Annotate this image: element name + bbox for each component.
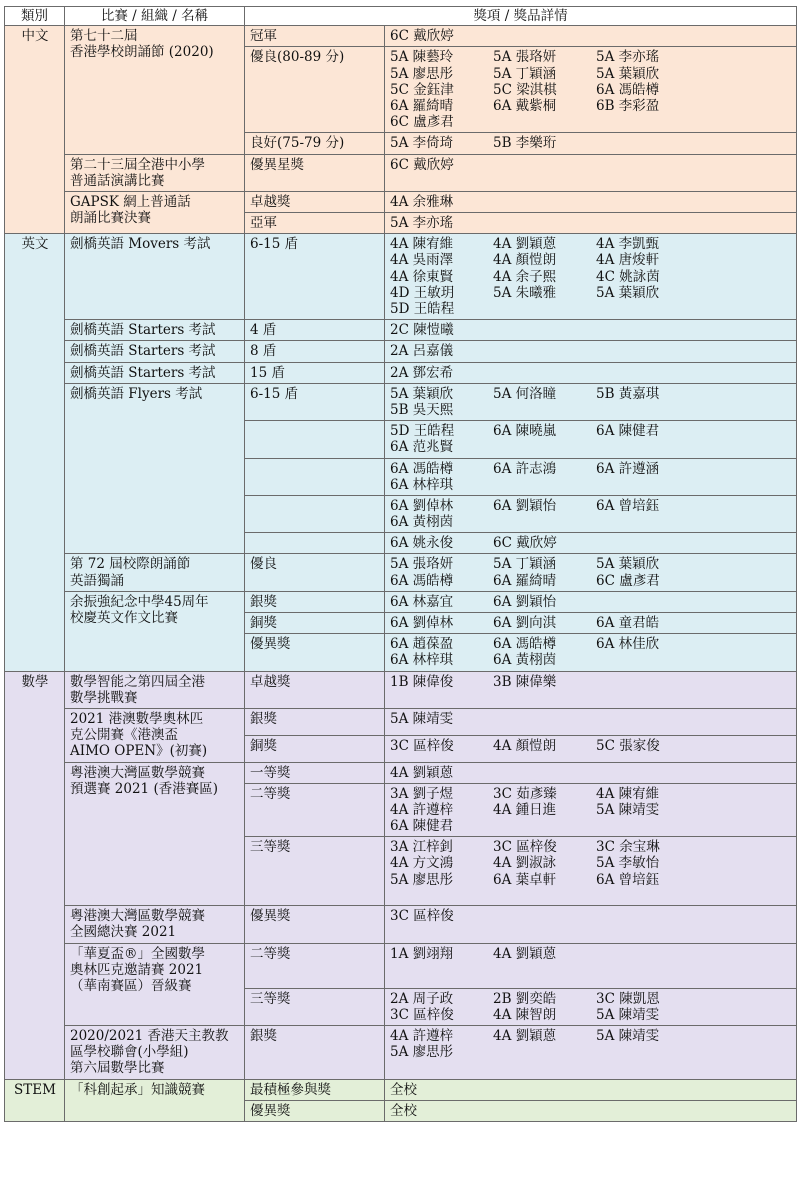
table-row — [5, 1026, 797, 1080]
award-name: 二等獎 — [245, 943, 385, 988]
winners-cell — [385, 234, 797, 320]
winner-name: 6C 戴欣婷 — [390, 156, 454, 173]
winner-list — [390, 386, 792, 418]
winner-list — [390, 674, 792, 690]
competition-name: 第二十三屆全港中小學 普通話演講比賽 — [65, 154, 245, 191]
winner-name: 5A 廖思彤 — [390, 1044, 454, 1061]
winner-list — [390, 738, 792, 754]
winner-list — [390, 1028, 792, 1060]
winners-cell — [385, 671, 797, 708]
winner-name: 6A 曾培鈺 — [596, 871, 660, 888]
table-row — [5, 362, 797, 383]
winner-list — [390, 594, 792, 610]
winner-list — [390, 765, 792, 781]
award-name: 冠軍 — [245, 26, 385, 47]
winners-cell — [385, 1026, 797, 1080]
winner-name: 3C 余宝琳 — [596, 839, 660, 856]
winner-name: 3C 茹彥臻 — [493, 785, 557, 802]
winner-list — [390, 786, 792, 835]
competition-name: 劍橋英語 Starters 考試 — [65, 341, 245, 362]
winners-cell — [385, 1100, 797, 1121]
winner-name: 6A 馮皓樽 — [596, 81, 660, 98]
winner-name: 5A 葉穎欣 — [596, 556, 660, 573]
award-name: 卓越獎 — [245, 671, 385, 708]
table-row — [5, 762, 797, 783]
winner-name: 4A 陳宥維 — [596, 785, 660, 802]
winner-list — [390, 535, 792, 551]
competition-name: 劍橋英語 Flyers 考試 — [65, 383, 245, 554]
winner-name: 4A 劉穎蒽 — [493, 945, 557, 962]
award-name — [245, 458, 385, 495]
award-name: 銀獎 — [245, 1026, 385, 1080]
winner-name: 2A 鄧宏希 — [390, 364, 454, 381]
winner-name: 3C 區梓俊 — [390, 1006, 454, 1023]
winner-name: 6A 范兆賢 — [390, 439, 454, 456]
award-name: 卓越獎 — [245, 191, 385, 212]
table-row — [5, 554, 797, 591]
winner-name: 4A 李凱甄 — [596, 236, 660, 253]
winners-cell — [385, 191, 797, 212]
winner-name: 5A 廖思彤 — [390, 871, 454, 888]
winners-cell — [385, 26, 797, 47]
award-name: 銀獎 — [245, 591, 385, 612]
winner-name: 4A 陳智朗 — [493, 1006, 557, 1023]
award-name: 15 盾 — [245, 362, 385, 383]
winner-name: 6A 馮皓樽 — [390, 572, 454, 589]
competition-name: 余振強紀念中學45周年 校慶英文作文比賽 — [65, 591, 245, 671]
winner-name: 5C 梁淇棋 — [493, 81, 557, 98]
winner-name: 5A 張珞妍 — [390, 556, 454, 573]
winner-name: 5C 張家俊 — [596, 737, 660, 754]
table-row — [5, 154, 797, 191]
winner-list — [390, 556, 792, 588]
winner-name: 2C 陳愷曦 — [390, 322, 454, 339]
winner-name: 6A 劉穎怡 — [493, 593, 557, 610]
winner-name: 5A 丁穎涵 — [493, 65, 557, 82]
winner-name: 5A 何洛瞳 — [493, 385, 557, 402]
award-name: 優良 — [245, 554, 385, 591]
competition-name: GAPSK 網上普通話 朗誦比賽決賽 — [65, 191, 245, 233]
winner-list — [390, 461, 792, 493]
winner-name: 3B 陳偉樂 — [493, 673, 557, 690]
winner-name: 6A 馮皓樽 — [493, 636, 557, 653]
winner-name: 5A 李亦瑤 — [390, 215, 454, 232]
table-row — [5, 708, 797, 735]
winner-list — [390, 365, 792, 381]
winners-cell — [385, 783, 797, 837]
winner-name: 6C 戴欣婷 — [493, 535, 557, 552]
winner-list — [390, 711, 792, 727]
winner-name: 全校 — [390, 1081, 417, 1098]
competition-name: 數學智能之第四屆全港 數學挑戰賽 — [65, 671, 245, 708]
winner-name: 6A 曾培鈺 — [596, 497, 660, 514]
table-row — [5, 591, 797, 612]
winner-name: 6A 陳健君 — [596, 423, 660, 440]
winner-name: 4A 劉穎蒽 — [390, 764, 454, 781]
header-category: 類別 — [5, 7, 65, 26]
winner-name: 4A 顏愷朗 — [493, 737, 557, 754]
award-name: 亞軍 — [245, 213, 385, 234]
table-row — [5, 234, 797, 320]
table-row — [5, 906, 797, 943]
winners-cell — [385, 762, 797, 783]
winner-list — [390, 615, 792, 631]
winners-cell — [385, 362, 797, 383]
winner-name: 5A 丁穎涵 — [493, 556, 557, 573]
winners-cell — [385, 213, 797, 234]
winners-cell — [385, 421, 797, 458]
award-name: 最積極參與獎 — [245, 1079, 385, 1100]
winners-cell — [385, 133, 797, 154]
table-header-row — [5, 7, 797, 26]
winner-name: 5B 黃嘉琪 — [596, 385, 660, 402]
winner-list — [390, 157, 792, 173]
winner-name: 2A 呂嘉儀 — [390, 343, 454, 360]
winner-name: 6A 林佳欣 — [596, 636, 660, 653]
award-name: 三等獎 — [245, 988, 385, 1025]
competition-name: 劍橋英語 Movers 考試 — [65, 234, 245, 320]
winner-name: 5C 金鈺津 — [390, 81, 454, 98]
award-name — [245, 495, 385, 532]
winner-name: 4A 陳宥維 — [390, 236, 454, 253]
winner-name: 2A 周子政 — [390, 990, 454, 1007]
winner-name: 5D 王皓程 — [390, 423, 455, 440]
winner-name: 6A 羅綺晴 — [390, 97, 454, 114]
award-name: 6-15 盾 — [245, 383, 385, 420]
winner-name: 6A 黃栩茵 — [390, 514, 454, 531]
winners-cell — [385, 495, 797, 532]
winners-cell — [385, 591, 797, 612]
winner-name: 4A 余雅琳 — [390, 193, 454, 210]
winner-list — [390, 215, 792, 231]
table-row — [5, 341, 797, 362]
winner-name: 5A 陳靖雯 — [390, 710, 454, 727]
winners-cell — [385, 837, 797, 906]
winner-list — [390, 946, 792, 962]
competition-name: 劍橋英語 Starters 考試 — [65, 320, 245, 341]
winner-name: 3A 江梓釗 — [390, 839, 454, 856]
winner-list — [390, 194, 792, 210]
winner-name: 5B 李樂珩 — [493, 135, 557, 152]
winner-name: 4A 許遵梓 — [390, 1028, 454, 1044]
winner-name: 6A 趙葆盈 — [390, 636, 454, 653]
winner-list — [390, 322, 792, 338]
winners-cell — [385, 47, 797, 133]
competition-name: 粵港澳大灣區數學競賽 預選賽 2021 (香港賽區) — [65, 762, 245, 906]
winner-name: 6A 劉向淇 — [493, 615, 557, 631]
winner-name: 6A 劉穎怡 — [493, 497, 557, 514]
winner-name: 6C 盧彥君 — [596, 572, 660, 589]
winner-name: 5A 陳靖雯 — [596, 801, 660, 818]
competition-name: 「華夏盃®」全國數學 奧林匹克邀請賽 2021 （華南賽區）晉級賽 — [65, 943, 245, 1025]
winner-name: 4A 許遵梓 — [390, 801, 454, 818]
winner-name: 5D 王皓程 — [390, 301, 455, 317]
winner-name: 5A 李敏怡 — [596, 855, 660, 872]
winner-name: 3C 區梓俊 — [390, 908, 454, 925]
winner-name: 1A 劉翊翔 — [390, 945, 454, 962]
category-chinese: 中文 — [5, 26, 65, 234]
winner-name: 4A 方文鴻 — [390, 855, 454, 872]
award-name: 優異獎 — [245, 634, 385, 671]
winner-name: 4D 王敏玥 — [390, 284, 455, 301]
winner-name: 5A 陳藝玲 — [390, 49, 454, 66]
award-name: 優異星獎 — [245, 154, 385, 191]
winners-cell — [385, 988, 797, 1025]
winner-list — [390, 423, 792, 455]
winner-name: 6A 劉倬林 — [390, 615, 454, 631]
winner-name: 6A 戴紫桐 — [493, 97, 557, 114]
winners-cell — [385, 735, 797, 762]
award-name: 優良(80-89 分) — [245, 47, 385, 133]
winner-list — [390, 28, 792, 44]
table-row — [5, 383, 797, 420]
winner-name: 3C 區梓俊 — [493, 839, 557, 856]
winner-list — [390, 839, 792, 888]
winner-list — [390, 498, 792, 530]
winner-name: 5A 葉穎欣 — [390, 385, 454, 402]
winners-cell — [385, 320, 797, 341]
award-name: 銅獎 — [245, 613, 385, 634]
winner-name: 5A 李倚琦 — [390, 135, 454, 152]
table-row — [5, 191, 797, 212]
header-award-details: 獎項 / 獎品詳情 — [245, 7, 797, 26]
award-name: 三等獎 — [245, 837, 385, 906]
award-name: 優異獎 — [245, 1100, 385, 1121]
winner-name: 6A 馮皓樽 — [390, 460, 454, 477]
winner-list — [390, 135, 792, 151]
table-row — [5, 671, 797, 708]
category-math: 數學 — [5, 671, 65, 1079]
table-body — [5, 26, 797, 1122]
header-competition: 比賽 / 組織 / 名稱 — [65, 7, 245, 26]
winners-cell — [385, 613, 797, 634]
winner-name: 6A 陳健君 — [390, 818, 454, 835]
category-english: 英文 — [5, 234, 65, 671]
award-name: 8 盾 — [245, 341, 385, 362]
winners-cell — [385, 708, 797, 735]
winner-name: 4A 顏愷朗 — [493, 252, 557, 269]
winner-name: 4A 余子熙 — [493, 268, 557, 285]
winner-name: 4A 劉穎蒽 — [493, 236, 557, 253]
winner-name: 6A 童君皓 — [596, 615, 660, 631]
winner-name: 6A 黃栩茵 — [493, 652, 557, 669]
winner-name: 6A 許志鴻 — [493, 460, 557, 477]
winner-name: 4C 姚詠茵 — [596, 268, 660, 285]
winner-name: 3C 陳凱恩 — [596, 990, 660, 1007]
winner-name: 6A 陳曉嵐 — [493, 423, 557, 440]
winners-cell — [385, 943, 797, 988]
winner-list — [390, 1082, 792, 1098]
winner-name: 6A 羅綺晴 — [493, 572, 557, 589]
competition-name: 粵港澳大灣區數學競賽 全國總決賽 2021 — [65, 906, 245, 943]
winner-name: 6A 姚永俊 — [390, 535, 454, 552]
winners-cell — [385, 533, 797, 554]
award-name: 二等獎 — [245, 783, 385, 837]
winners-cell — [385, 634, 797, 671]
award-name: 良好(75-79 分) — [245, 133, 385, 154]
winner-name: 6C 盧彥君 — [390, 114, 454, 131]
award-name: 銀獎 — [245, 708, 385, 735]
award-name — [245, 533, 385, 554]
winners-cell — [385, 383, 797, 420]
winner-name: 4A 劉淑詠 — [493, 855, 557, 872]
winner-list — [390, 1103, 792, 1119]
winner-name: 5A 葉穎欣 — [596, 65, 660, 82]
award-name: 4 盾 — [245, 320, 385, 341]
winner-list — [390, 343, 792, 359]
winner-name: 2B 劉奕皓 — [493, 990, 557, 1007]
competition-name: 2020/2021 香港天主教教 區學校聯會(小學組) 第六屆數學比賽 — [65, 1026, 245, 1080]
winners-cell — [385, 154, 797, 191]
competition-name: 劍橋英語 Starters 考試 — [65, 362, 245, 383]
competition-name: 第七十二屆 香港學校朗誦節 (2020) — [65, 26, 245, 154]
winner-name: 4A 劉穎蒽 — [493, 1028, 557, 1044]
winners-cell — [385, 1079, 797, 1100]
winner-name: 5A 廖思彤 — [390, 65, 454, 82]
awards-table — [4, 6, 797, 1122]
winner-name: 4A 唐焌軒 — [596, 252, 660, 269]
award-name: 6-15 盾 — [245, 234, 385, 320]
winner-list — [390, 908, 792, 924]
winner-name: 4A 鍾日進 — [493, 801, 557, 818]
winner-name: 6A 林嘉宜 — [390, 593, 454, 610]
winner-list — [390, 991, 792, 1023]
winner-name: 3C 區梓俊 — [390, 737, 454, 754]
winner-name: 5A 李亦瑤 — [596, 49, 660, 66]
competition-name: 2021 港澳數學奧林匹 克公開賽《港澳盃 AIMO OPEN》(初賽) — [65, 708, 245, 762]
winner-name: 5B 吳天熙 — [390, 401, 454, 418]
winner-name: 6A 林梓琪 — [390, 652, 454, 669]
winner-name: 6B 李彩盈 — [596, 97, 660, 114]
table-row — [5, 1079, 797, 1100]
award-name: 銅獎 — [245, 735, 385, 762]
winner-name: 6A 葉卓軒 — [493, 871, 557, 888]
competition-name: 第 72 屆校際朗誦節 英語獨誦 — [65, 554, 245, 591]
table-row — [5, 943, 797, 988]
winner-name: 6A 劉倬林 — [390, 497, 454, 514]
competition-name: 「科創起承」知識競賽 — [65, 1079, 245, 1121]
category-stem: STEM — [5, 1079, 65, 1121]
table-row — [5, 26, 797, 47]
winners-cell — [385, 458, 797, 495]
award-name: 一等獎 — [245, 762, 385, 783]
winner-name: 5A 朱曦雅 — [493, 284, 557, 301]
winner-name: 5A 葉穎欣 — [596, 284, 660, 301]
winner-name: 5A 陳靖雯 — [596, 1006, 660, 1023]
winner-name: 6A 許遵涵 — [596, 460, 660, 477]
winner-name: 4A 吳雨澤 — [390, 252, 454, 269]
winner-name: 1B 陳偉俊 — [390, 673, 454, 690]
winner-name: 5A 張珞妍 — [493, 49, 557, 66]
winner-list — [390, 49, 792, 130]
winner-name: 6A 林梓琪 — [390, 476, 454, 493]
table-row — [5, 320, 797, 341]
winner-list — [390, 636, 792, 668]
award-name: 優異獎 — [245, 906, 385, 943]
award-name — [245, 421, 385, 458]
winners-cell — [385, 341, 797, 362]
winner-name: 3A 劉子煜 — [390, 785, 454, 802]
winner-name: 5A 陳靖雯 — [596, 1028, 660, 1044]
winner-name: 6C 戴欣婷 — [390, 28, 454, 45]
winner-list — [390, 236, 792, 317]
winners-cell — [385, 554, 797, 591]
winners-cell — [385, 906, 797, 943]
winner-name: 全校 — [390, 1102, 417, 1119]
winner-name: 4A 徐東賢 — [390, 268, 454, 285]
